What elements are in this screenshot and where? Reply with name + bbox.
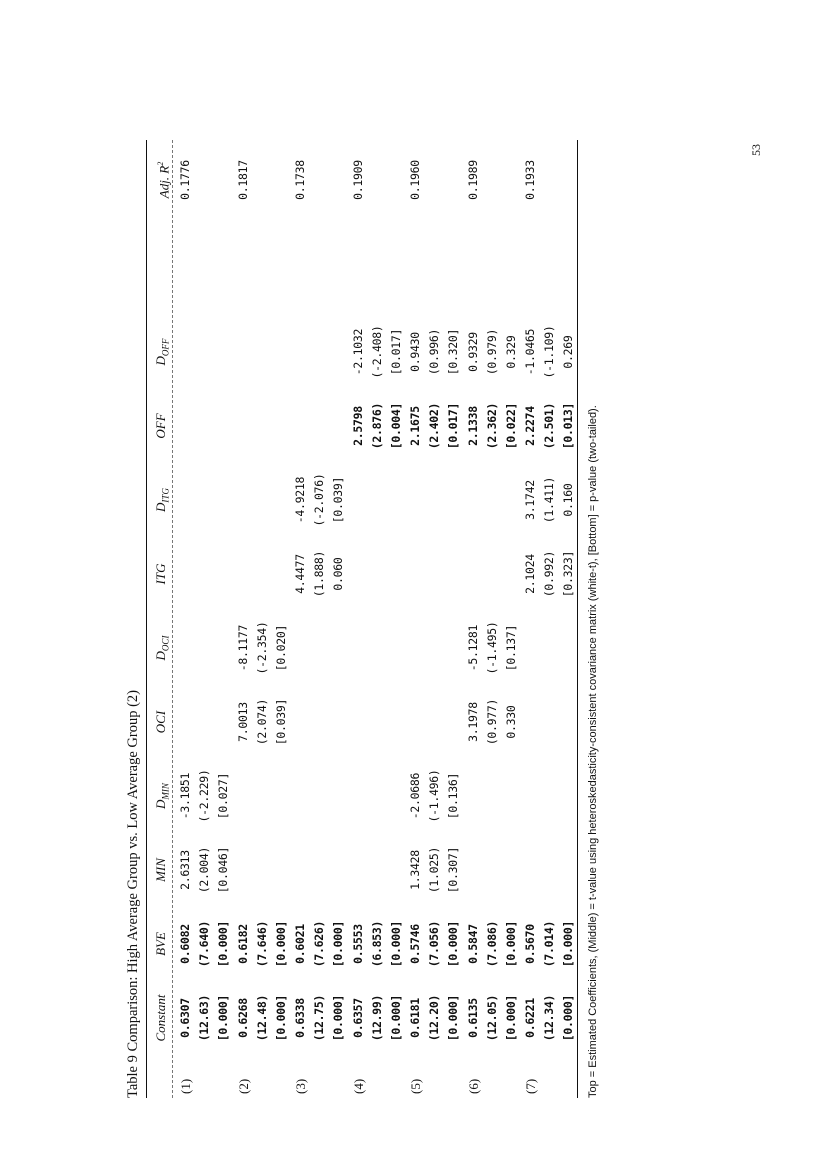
cell-d-min-tvalue bbox=[368, 758, 387, 834]
cell-off-coef: 2.2274 bbox=[523, 406, 537, 446]
cell-d-min-tvalue: (-2.229) bbox=[197, 769, 211, 823]
model-row bbox=[176, 140, 233, 1098]
cell-d-oci-tvalue bbox=[540, 610, 559, 686]
cell-min-coef bbox=[521, 832, 540, 908]
cell-d-off-pvalue bbox=[214, 314, 233, 390]
cell-d-oci-pvalue bbox=[214, 610, 233, 686]
cell-d-oci-pvalue bbox=[387, 610, 406, 686]
cell-d-oci-coef: -5.1281 bbox=[465, 624, 480, 672]
cell-d-off-tvalue bbox=[253, 314, 272, 390]
header-d-min-sub: MIN bbox=[160, 783, 171, 800]
cell-d-off-pvalue: [0.017] bbox=[388, 328, 403, 376]
cell-bve-coef: 0.6182 bbox=[235, 924, 250, 964]
cell-off-tvalue: (2.501) bbox=[542, 402, 556, 450]
cell-d-off-tvalue bbox=[310, 314, 329, 390]
cell-min-coef bbox=[349, 832, 368, 908]
cell-d-oci-tvalue: (-1.495) bbox=[484, 621, 499, 675]
cell-d-itg-coef bbox=[234, 462, 253, 538]
cell-adj-r2: 0.1933 bbox=[523, 160, 537, 200]
cell-d-oci-tvalue bbox=[310, 610, 329, 686]
cell-d-min-pvalue bbox=[272, 758, 291, 834]
cell-bve-pvalue: [0.000] bbox=[388, 920, 403, 968]
cell-d-itg-tvalue bbox=[253, 462, 272, 538]
header-oci: OCI bbox=[153, 710, 168, 734]
cell-d-off-tvalue: (-1.109) bbox=[542, 325, 556, 379]
cell-d-itg-coef bbox=[406, 462, 425, 538]
cell-d-min-coef: -3.1851 bbox=[178, 772, 192, 820]
cell-off-coef bbox=[234, 388, 253, 464]
cell-bve-coef: 0.5746 bbox=[408, 924, 422, 964]
header-adj-r2 bbox=[151, 140, 171, 220]
cell-itg-tvalue: (0.992) bbox=[542, 550, 556, 598]
cell-bve-tvalue: (6.853) bbox=[369, 920, 384, 968]
cell-constant-tvalue: (12.05) bbox=[484, 994, 499, 1042]
cell-d-min-pvalue bbox=[502, 758, 521, 834]
cell-min-tvalue: (1.025) bbox=[427, 846, 441, 894]
cell-off-pvalue: [0.013] bbox=[561, 402, 575, 450]
header-itg: ITG bbox=[153, 563, 168, 585]
cell-itg-tvalue bbox=[368, 536, 387, 612]
cell-oci-tvalue bbox=[540, 684, 559, 760]
cell-d-min-pvalue bbox=[559, 758, 578, 834]
model-label: (4) bbox=[350, 1078, 366, 1094]
cell-itg-pvalue bbox=[214, 536, 233, 612]
cell-d-min-tvalue bbox=[310, 758, 329, 834]
cell-min-tvalue bbox=[253, 832, 272, 908]
cell-d-off-tvalue: (0.996) bbox=[427, 328, 441, 376]
cell-d-min-coef bbox=[234, 758, 253, 834]
cell-constant-coef: 0.6268 bbox=[235, 998, 250, 1038]
cell-d-min-pvalue: [0.027] bbox=[216, 772, 230, 820]
cell-min-pvalue: [0.046] bbox=[216, 846, 230, 894]
header-constant: Constant bbox=[153, 994, 168, 1042]
cell-off-pvalue: [0.004] bbox=[388, 402, 403, 450]
cell-d-itg-coef: -4.9218 bbox=[293, 476, 307, 524]
header-adj-r2-sup: 2 bbox=[156, 161, 165, 166]
cell-bve-tvalue: (7.086) bbox=[484, 920, 499, 968]
cell-min-pvalue bbox=[329, 832, 348, 908]
cell-d-itg-pvalue: [0.039] bbox=[331, 476, 345, 524]
cell-bve-tvalue: (7.640) bbox=[197, 920, 211, 968]
cell-d-oci-tvalue bbox=[195, 610, 214, 686]
model-label: (3) bbox=[293, 1078, 308, 1094]
cell-d-itg-coef bbox=[176, 462, 195, 538]
cell-constant-pvalue: [0.000] bbox=[503, 994, 518, 1042]
cell-oci-tvalue bbox=[425, 684, 444, 760]
cell-itg-pvalue: [0.323] bbox=[561, 550, 575, 598]
cell-itg-coef bbox=[234, 536, 253, 612]
cell-itg-tvalue bbox=[483, 536, 502, 612]
cell-min-pvalue bbox=[387, 832, 406, 908]
bottom-rule bbox=[577, 140, 578, 1098]
cell-constant-tvalue: (12.48) bbox=[254, 994, 269, 1042]
cell-constant-pvalue: [0.000] bbox=[388, 994, 403, 1042]
cell-adj-r2: 0.1960 bbox=[408, 160, 422, 200]
cell-min-coef: 2.6313 bbox=[178, 850, 192, 890]
cell-d-min-tvalue bbox=[483, 758, 502, 834]
cell-d-oci-coef bbox=[406, 610, 425, 686]
cell-d-itg-pvalue bbox=[272, 462, 291, 538]
cell-min-coef bbox=[291, 832, 310, 908]
cell-oci-coef bbox=[521, 684, 540, 760]
cell-oci-coef bbox=[406, 684, 425, 760]
cell-bve-pvalue: [0.000] bbox=[561, 920, 575, 968]
cell-bve-coef: 0.5847 bbox=[465, 924, 480, 964]
cell-constant-tvalue: (12.34) bbox=[542, 994, 556, 1042]
cell-oci-pvalue bbox=[387, 684, 406, 760]
cell-itg-coef: 2.1024 bbox=[523, 554, 537, 594]
header-bve: BVE bbox=[153, 932, 168, 956]
cell-constant-tvalue: (12.99) bbox=[369, 994, 384, 1042]
cell-constant-coef: 0.6181 bbox=[408, 998, 422, 1038]
cell-bve-pvalue: [0.000] bbox=[446, 920, 460, 968]
cell-min-tvalue bbox=[540, 832, 559, 908]
cell-itg-coef bbox=[464, 536, 483, 612]
cell-adj-r2: 0.1989 bbox=[465, 160, 480, 200]
header-d-off-base: D bbox=[153, 356, 168, 366]
cell-d-off-tvalue: (-2.408) bbox=[369, 325, 384, 379]
cell-d-off-pvalue: 0.329 bbox=[503, 335, 518, 369]
cell-min-coef: 1.3428 bbox=[408, 850, 422, 890]
cell-oci-coef: 3.1978 bbox=[465, 702, 480, 742]
cell-d-itg-tvalue bbox=[368, 462, 387, 538]
cell-min-tvalue bbox=[310, 832, 329, 908]
cell-off-pvalue bbox=[272, 388, 291, 464]
cell-d-itg-tvalue bbox=[483, 462, 502, 538]
cell-constant-coef: 0.6135 bbox=[465, 998, 480, 1038]
cell-off-tvalue: (2.402) bbox=[427, 402, 441, 450]
cell-itg-pvalue bbox=[387, 536, 406, 612]
cell-d-itg-tvalue: (-2.076) bbox=[312, 473, 326, 527]
header-d-min bbox=[151, 758, 171, 834]
cell-oci-tvalue: (2.074) bbox=[254, 698, 269, 746]
cell-d-off-pvalue: [0.320] bbox=[446, 328, 460, 376]
cell-constant-coef: 0.6338 bbox=[293, 998, 307, 1038]
cell-d-oci-pvalue bbox=[444, 610, 463, 686]
cell-adj-r2: 0.1776 bbox=[178, 160, 192, 200]
cell-bve-pvalue: [0.000] bbox=[216, 920, 230, 968]
cell-d-off-tvalue: (0.979) bbox=[484, 328, 499, 376]
cell-off-tvalue bbox=[195, 388, 214, 464]
header-rule bbox=[172, 140, 173, 1098]
cell-min-coef bbox=[464, 832, 483, 908]
cell-oci-pvalue bbox=[444, 684, 463, 760]
cell-d-off-pvalue: 0.269 bbox=[561, 335, 575, 369]
header-d-min-base: D bbox=[153, 799, 168, 809]
cell-constant-coef: 0.6357 bbox=[350, 998, 365, 1038]
cell-bve-coef: 0.6082 bbox=[178, 924, 192, 964]
cell-oci-tvalue bbox=[195, 684, 214, 760]
cell-oci-tvalue: (0.977) bbox=[484, 698, 499, 746]
cell-d-off-pvalue bbox=[272, 314, 291, 390]
cell-oci-pvalue bbox=[214, 684, 233, 760]
cell-bve-coef: 0.5670 bbox=[523, 924, 537, 964]
cell-constant-tvalue: (12.20) bbox=[427, 994, 441, 1042]
cell-d-oci-coef: -8.1177 bbox=[235, 624, 250, 672]
cell-oci-pvalue bbox=[559, 684, 578, 760]
cell-constant-tvalue: (12.63) bbox=[197, 994, 211, 1042]
cell-oci-coef bbox=[176, 684, 195, 760]
cell-bve-coef: 0.5553 bbox=[350, 924, 365, 964]
cell-d-itg-tvalue: (1.411) bbox=[542, 476, 556, 524]
cell-d-min-tvalue bbox=[253, 758, 272, 834]
cell-oci-coef: 7.0013 bbox=[235, 702, 250, 742]
cell-d-off-coef: 0.9329 bbox=[465, 332, 480, 372]
cell-d-min-coef bbox=[291, 758, 310, 834]
cell-off-tvalue bbox=[310, 388, 329, 464]
cell-oci-tvalue bbox=[368, 684, 387, 760]
cell-oci-coef bbox=[349, 684, 368, 760]
cell-adj-r2: 0.1909 bbox=[350, 160, 365, 200]
cell-d-oci-pvalue: [0.137] bbox=[503, 624, 518, 672]
cell-itg-coef: 4.4477 bbox=[293, 554, 307, 594]
model-row bbox=[464, 140, 521, 1098]
header-d-oci-base: D bbox=[153, 651, 168, 661]
cell-bve-coef: 0.6021 bbox=[293, 924, 307, 964]
model-row bbox=[291, 140, 348, 1098]
cell-d-oci-tvalue bbox=[425, 610, 444, 686]
cell-itg-coef bbox=[406, 536, 425, 612]
cell-itg-coef bbox=[176, 536, 195, 612]
cell-d-off-coef: 0.9430 bbox=[408, 332, 422, 372]
cell-d-min-coef bbox=[464, 758, 483, 834]
cell-constant-coef: 0.6221 bbox=[523, 998, 537, 1038]
header-d-oci-sub: OCI bbox=[160, 635, 171, 652]
cell-itg-pvalue bbox=[272, 536, 291, 612]
cell-d-off-tvalue bbox=[195, 314, 214, 390]
cell-oci-coef bbox=[291, 684, 310, 760]
model-row bbox=[521, 140, 578, 1098]
header-d-itg-base: D bbox=[153, 502, 168, 512]
cell-d-off-coef: -2.1032 bbox=[350, 328, 365, 376]
cell-d-itg-tvalue bbox=[195, 462, 214, 538]
cell-d-off-coef bbox=[176, 314, 195, 390]
cell-d-itg-coef: 3.1742 bbox=[523, 480, 537, 520]
cell-off-coef: 2.1338 bbox=[465, 406, 480, 446]
cell-off-tvalue: (2.876) bbox=[369, 402, 384, 450]
cell-bve-tvalue: (7.014) bbox=[542, 920, 556, 968]
cell-itg-pvalue: 0.060 bbox=[331, 557, 345, 591]
page-number: 53 bbox=[749, 144, 763, 156]
header-d-oci bbox=[151, 610, 171, 686]
cell-d-min-tvalue bbox=[540, 758, 559, 834]
cell-bve-tvalue: (7.056) bbox=[427, 920, 441, 968]
cell-d-oci-pvalue bbox=[329, 610, 348, 686]
cell-constant-tvalue: (12.75) bbox=[312, 994, 326, 1042]
cell-constant-pvalue: [0.000] bbox=[273, 994, 288, 1042]
cell-adj-r2: 0.1738 bbox=[293, 160, 307, 200]
model-label: (5) bbox=[408, 1078, 423, 1094]
header-d-itg-sub: ITG bbox=[160, 488, 171, 503]
model-label: (2) bbox=[235, 1078, 251, 1094]
table-title: Table 9 Comparison: High Average Group vs. Low Average Group (2) bbox=[125, 690, 141, 1098]
cell-constant-coef: 0.6307 bbox=[178, 998, 192, 1038]
cell-d-itg-pvalue bbox=[444, 462, 463, 538]
cell-d-min-coef bbox=[349, 758, 368, 834]
cell-min-pvalue bbox=[502, 832, 521, 908]
cell-d-oci-coef bbox=[291, 610, 310, 686]
cell-d-itg-coef bbox=[464, 462, 483, 538]
model-row bbox=[406, 140, 463, 1098]
model-label: (6) bbox=[465, 1078, 481, 1094]
cell-d-min-tvalue: (-1.496) bbox=[427, 769, 441, 823]
cell-off-coef bbox=[176, 388, 195, 464]
cell-oci-pvalue: 0.330 bbox=[503, 705, 518, 739]
header-row bbox=[151, 140, 171, 1098]
cell-off-coef: 2.5798 bbox=[350, 406, 365, 446]
cell-bve-tvalue: (7.646) bbox=[254, 920, 269, 968]
cell-off-tvalue bbox=[253, 388, 272, 464]
cell-off-pvalue: [0.017] bbox=[446, 402, 460, 450]
cell-d-off-coef bbox=[291, 314, 310, 390]
model-row bbox=[349, 140, 406, 1098]
cell-bve-tvalue: (7.626) bbox=[312, 920, 326, 968]
cell-min-tvalue bbox=[368, 832, 387, 908]
cell-d-oci-coef bbox=[176, 610, 195, 686]
cell-min-pvalue bbox=[559, 832, 578, 908]
cell-d-itg-pvalue bbox=[387, 462, 406, 538]
cell-min-tvalue: (2.004) bbox=[197, 846, 211, 894]
cell-constant-pvalue: [0.000] bbox=[216, 994, 230, 1042]
cell-d-itg-pvalue bbox=[214, 462, 233, 538]
cell-off-tvalue: (2.362) bbox=[484, 402, 499, 450]
cell-d-min-coef bbox=[521, 758, 540, 834]
cell-off-pvalue: [0.022] bbox=[503, 402, 518, 450]
model-row bbox=[234, 140, 291, 1098]
cell-d-off-pvalue bbox=[329, 314, 348, 390]
cell-min-pvalue bbox=[272, 832, 291, 908]
cell-d-oci-pvalue: [0.020] bbox=[273, 624, 288, 672]
cell-oci-tvalue bbox=[310, 684, 329, 760]
cell-adj-r2: 0.1817 bbox=[235, 160, 250, 200]
cell-itg-tvalue: (1.888) bbox=[312, 550, 326, 598]
cell-bve-pvalue: [0.000] bbox=[331, 920, 345, 968]
cell-constant-pvalue: [0.000] bbox=[446, 994, 460, 1042]
cell-itg-tvalue bbox=[425, 536, 444, 612]
top-rule bbox=[146, 140, 147, 1098]
cell-d-itg-coef bbox=[349, 462, 368, 538]
cell-itg-tvalue bbox=[253, 536, 272, 612]
table-footnote: Top = Estimated Coefficients, (Middle) = t-value using heteroskedasticity-consistent covariance matrix (white-t), [Bottom] = p-value (two-tailed). bbox=[587, 405, 599, 1098]
header-off: OFF bbox=[153, 413, 168, 439]
cell-d-off-coef bbox=[234, 314, 253, 390]
cell-d-itg-tvalue bbox=[425, 462, 444, 538]
cell-off-pvalue bbox=[214, 388, 233, 464]
cell-oci-pvalue bbox=[329, 684, 348, 760]
header-min: MIN bbox=[153, 858, 168, 882]
cell-min-coef bbox=[234, 832, 253, 908]
cell-d-off-coef: -1.0465 bbox=[523, 328, 537, 376]
cell-d-min-pvalue bbox=[387, 758, 406, 834]
model-label: (7) bbox=[523, 1078, 538, 1094]
cell-bve-pvalue: [0.000] bbox=[273, 920, 288, 968]
header-d-off bbox=[151, 314, 171, 390]
cell-d-itg-pvalue: 0.160 bbox=[561, 483, 575, 517]
model-label: (1) bbox=[178, 1078, 193, 1094]
cell-d-min-pvalue bbox=[329, 758, 348, 834]
cell-itg-pvalue bbox=[502, 536, 521, 612]
cell-d-oci-tvalue: (-2.354) bbox=[254, 621, 269, 675]
cell-d-itg-pvalue bbox=[502, 462, 521, 538]
cell-itg-coef bbox=[349, 536, 368, 612]
cell-oci-pvalue: [0.039] bbox=[273, 698, 288, 746]
cell-constant-pvalue: [0.000] bbox=[561, 994, 575, 1042]
header-d-off-sub: OFF bbox=[160, 338, 171, 357]
cell-d-oci-pvalue bbox=[559, 610, 578, 686]
cell-off-coef bbox=[291, 388, 310, 464]
cell-bve-pvalue: [0.000] bbox=[503, 920, 518, 968]
cell-off-pvalue bbox=[329, 388, 348, 464]
cell-d-min-coef: -2.0686 bbox=[408, 772, 422, 820]
cell-itg-tvalue bbox=[195, 536, 214, 612]
cell-off-coef: 2.1675 bbox=[408, 406, 422, 446]
cell-min-tvalue bbox=[483, 832, 502, 908]
cell-constant-pvalue: [0.000] bbox=[331, 994, 345, 1042]
cell-d-oci-coef bbox=[521, 610, 540, 686]
header-adj-r2-base: Adj. R bbox=[156, 165, 172, 199]
cell-d-oci-tvalue bbox=[368, 610, 387, 686]
cell-d-min-pvalue: [0.136] bbox=[446, 772, 460, 820]
cell-min-pvalue: [0.307] bbox=[446, 846, 460, 894]
cell-itg-pvalue bbox=[444, 536, 463, 612]
header-d-itg bbox=[151, 462, 171, 538]
cell-d-oci-coef bbox=[349, 610, 368, 686]
rotated-table-region bbox=[122, 138, 647, 1098]
